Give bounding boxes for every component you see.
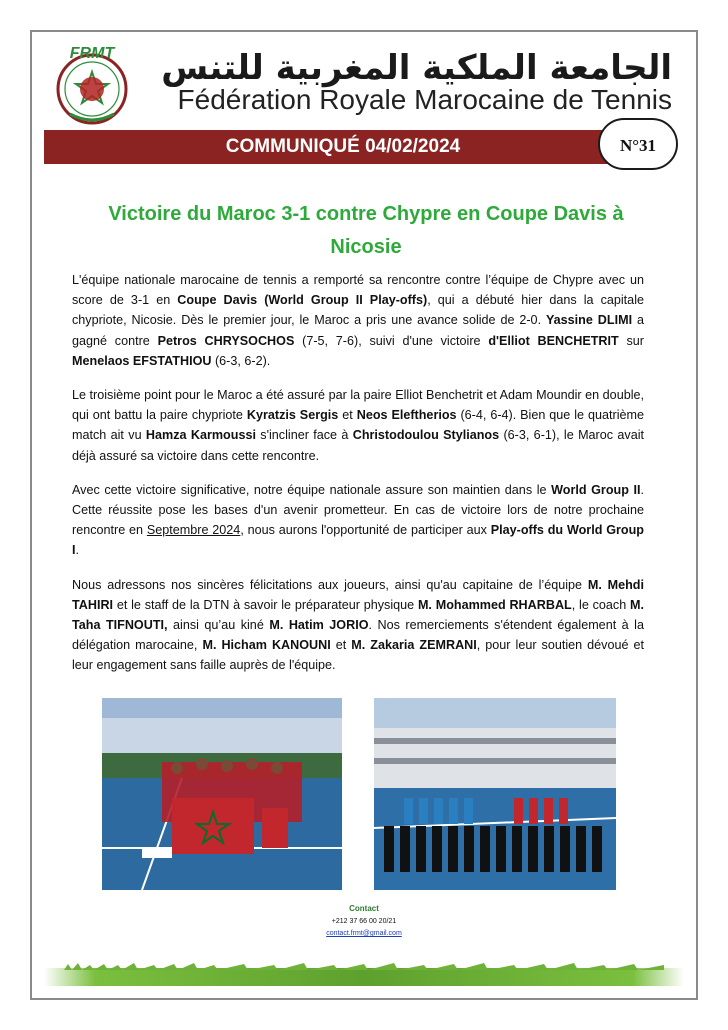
text: sur xyxy=(618,333,644,348)
frmt-logo xyxy=(50,44,134,126)
bold-text: Coupe Davis (World Group II Play-offs) xyxy=(177,293,428,308)
bold-text: Neos Eleftherios xyxy=(356,408,457,423)
bold-text: Menelaos EFSTATHIOU xyxy=(72,353,212,368)
bold-text: M. Hicham KANOUNI xyxy=(202,638,331,653)
text: Avec cette victoire significative, notre équipe nationale assure son maintien dans le xyxy=(72,482,552,497)
logo-text: FRMT xyxy=(69,45,115,62)
article-headline: Victoire du Maroc 3-1 contre Chypre en Coupe Davis à Nicosie xyxy=(108,203,624,258)
text: . Cette réussite pose les bases d'un avenir prometteur. En cas de victoire lors de notre prochaine rencontre en xyxy=(72,482,644,538)
text: , pour leur soutien dévoué et leur engagement sans faille auprès de l'équipe. xyxy=(72,638,644,673)
bold-text: d'Elliot BENCHETRIT xyxy=(488,333,619,348)
communique-number-badge: N°31 xyxy=(598,118,678,170)
bold-text: Hamza Karmoussi xyxy=(145,428,256,443)
arabic-title: الجامعة الملكية المغربية للتنس xyxy=(161,48,672,88)
grass-decoration xyxy=(44,962,684,990)
bold-text: M. Mohammed RHARBAL xyxy=(417,597,572,612)
text: (7-5, 7-6), suivi d'une victoire xyxy=(294,333,489,348)
paragraph-3 xyxy=(72,480,644,561)
text: . Nos remerciements s'étendent également à la délégation marocaine, xyxy=(72,618,644,653)
contact-phone: +212 37 66 00 20/21 xyxy=(331,918,397,925)
text: et xyxy=(330,638,352,653)
page-frame xyxy=(30,30,698,1000)
bold-text: M. Mehdi TAHIRI xyxy=(72,577,644,612)
bold-text: Christodoulou Stylianos xyxy=(352,428,500,443)
text: Nous adressons nos sincères félicitations aux joueurs, ainsi qu'au capitaine de l’équipe xyxy=(72,577,588,592)
text: (6-3, 6-2). xyxy=(211,353,271,368)
text: , le coach xyxy=(571,597,630,612)
contact-label: Contact xyxy=(349,904,379,913)
article-body xyxy=(72,270,644,690)
paragraph-1 xyxy=(72,270,644,371)
bold-text: M. Taha TIFNOUTI, xyxy=(72,597,644,633)
text: et le staff de la DTN à savoir le préparateur physique xyxy=(113,597,418,612)
paragraph-2 xyxy=(72,385,644,466)
paragraph-4 xyxy=(72,575,644,676)
text: ainsi qu’au kiné xyxy=(167,618,270,633)
text: Le troisième point pour le Maroc a été assuré par la paire Elliot Benchetrit et Adam Moundir en double, qui ont battu la paire chypriote xyxy=(72,388,644,423)
contact-email-link[interactable]: contact.frmt@gmail.com xyxy=(326,930,402,937)
bold-text: M. Hatim JORIO xyxy=(269,618,369,633)
french-title: Fédération Royale Marocaine de Tennis xyxy=(177,84,672,115)
team-photo xyxy=(102,698,342,890)
text: L'équipe nationale marocaine de tennis a remporté sa rencontre contre l’équipe de Chypre avec un score de 3-1 en xyxy=(72,273,644,308)
contact-block xyxy=(32,902,696,940)
communique-banner: COMMUNIQUÉ 04/02/2024 xyxy=(44,130,642,164)
text: , nous aurons l'opportunité de participer aux xyxy=(240,523,491,538)
text: . xyxy=(75,543,79,558)
bold-text: M. Zakaria ZEMRANI xyxy=(351,638,477,653)
bold-text: World Group II xyxy=(551,482,641,497)
text: et xyxy=(338,408,357,423)
bold-text: Petros CHRYSOCHOS xyxy=(157,333,295,348)
bold-text: Play-offs du World Group I xyxy=(72,523,644,558)
text: (6-3, 6-1), le Maroc avait déjà assuré sa victoire dans cette rencontre. xyxy=(72,428,644,463)
underlined-text: Septembre 2024 xyxy=(146,523,241,538)
text: s'incliner face à xyxy=(255,428,353,443)
text: , qui a débuté hier dans la capitale chypriote, Nicosie. Dès le premier jour, le Maroc a pris une avance solide de 2-0. xyxy=(72,293,644,328)
ceremony-photo xyxy=(374,698,616,890)
bold-text: Yassine DLIMI xyxy=(545,313,633,328)
bold-text: Kyratzis Sergis xyxy=(246,408,339,423)
text: a gagné contre xyxy=(72,313,644,348)
text: (6-4, 6-4). Bien que le quatrième match ait vu xyxy=(72,408,644,443)
